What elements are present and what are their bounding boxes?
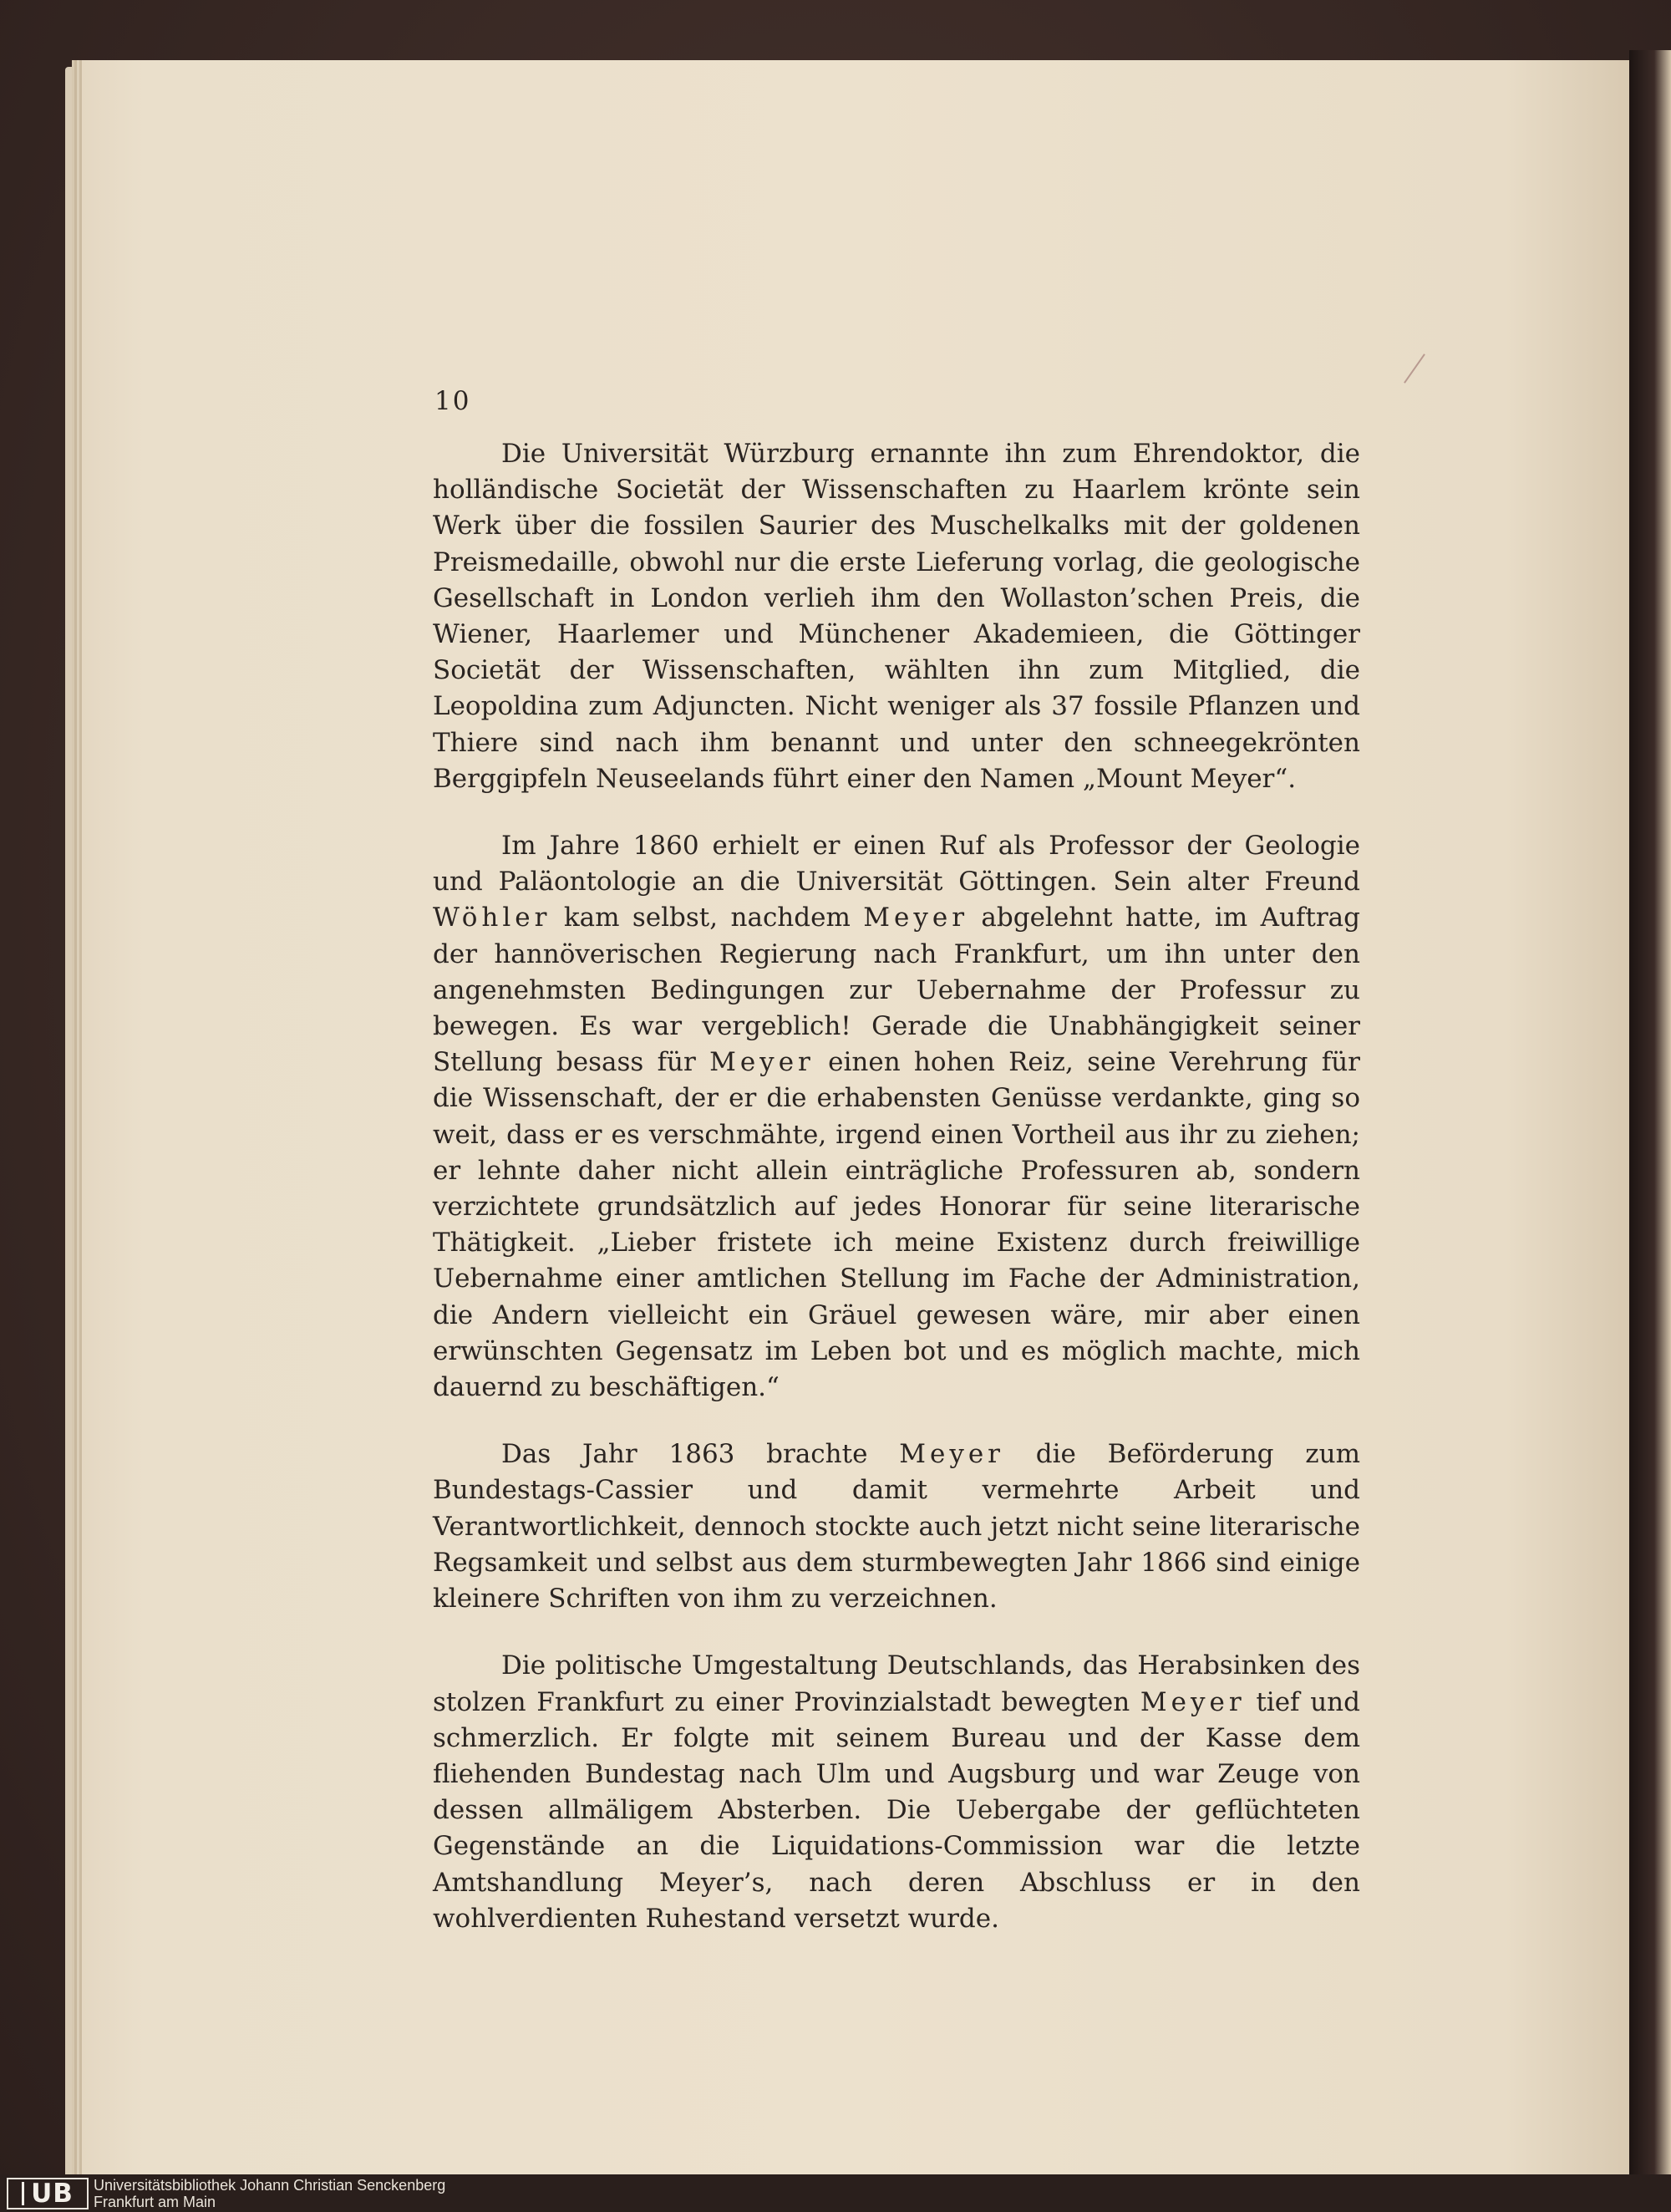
library-city: Frankfurt am Main — [94, 2194, 216, 2210]
footer-library-credit — [94, 2177, 445, 2210]
name-woehler: Wöhler — [433, 903, 551, 933]
logo-text: UB — [31, 2179, 74, 2209]
library-name: Universitätsbibliothek Johann Christian Senckenberg — [94, 2177, 446, 2194]
name-meyer: Meyer — [709, 1047, 815, 1078]
paragraph-4: Die politische Umgestaltung Deutschlands, das Herabsinken des stolzen Frankfurt zu einer Provinzialstadt bewegten Meyer tief und schmerzlich. Er folgte mit seinem Bureau und der Kasse dem fliehenden Bundestag nach Ulm und Augsburg und war Zeuge von dessen allmäligem Absterben. Die Uebergabe der geflüchteten Gegenstände an die Liquidations-Commission war die letzte Amtshandlung Meyer’s, nach deren Abschluss er in den wohlverdienten Ruhestand versetzt wurde. — [433, 1650, 1360, 1934]
body-text — [433, 436, 1360, 1968]
paragraph-1: Die Universität Würzburg ernannte ihn zum Ehrendoktor, die holländische Societät der Wissenschaften zu Haarlem krönte sein Werk über die fossilen Saurier des Muschelkalks mit der goldenen Preismedaille, obwohl nur die erste Lieferung vorlag, die geologische Gesellschaft in London verlieh ihm den Wollaston’schen Preis, die Wiener, Haarlemer und Münchener Akademieen, die Göttinger Societät der Wissenschaften, wählten ihn zum Mitglied, die Leopoldina zum Adjuncten. Nicht weniger als 37 fossile Pflanzen und Thiere sind nach ihm benannt und unter den schneegekrönten Berggipfeln Neuseelands führt einer den Namen „Mount Meyer“. — [433, 439, 1360, 794]
logo-bar-icon — [22, 2182, 24, 2205]
name-meyer: Meyer — [899, 1439, 1004, 1470]
name-meyer: Meyer — [1140, 1686, 1246, 1717]
ub-logo — [7, 2178, 89, 2209]
name-meyer: Meyer — [863, 903, 969, 933]
paragraph-2: Im Jahre 1860 erhielt er einen Ruf als Professor der Geologie und Paläontologie an die Universität Göttingen. Sein alter Freund Wöhler kam selbst, nachdem Meyer abgelehnt hatte, im Auftrag der hannöverischen Regierung nach Frankfurt, um ihn unter den angenehmsten Bedingungen zur Uebernahme der Professur zu bewegen. Es war vergeblich! Gerade die Unabhängigkeit seiner Stellung besass für Meyer einen hohen Reiz, seine Verehrung für die Wissenschaft, der er die erhabensten Genüsse verdankte, ging so weit, dass er es verschmähte, irgend einen Vortheil aus ihr zu ziehen; er lehnte daher nicht allein einträgliche Professuren ab, sondern verzichtete grundsätzlich auf jedes Honorar für seine literarische Thätigkeit. „Lieber fristete ich meine Existenz durch freiwillige Uebernahme einer amtlichen Stellung im Fache der Administration, die Andern vielleicht ein Gräuel gewesen wäre, mir aber einen erwünschten Gegensatz im Leben bot und es möglich machte, mich dauernd zu beschäftigen.“ — [433, 831, 1360, 1403]
paragraph-3: Das Jahr 1863 brachte Meyer die Beförderung zum Bundestags-Cassier und damit vermehrte Arbeit und Verantwortlichkeit, dennoch stockte auch jetzt nicht seine literarische Regsamkeit und selbst aus dem sturmbewegten Jahr 1866 sind einige kleinere Schriften von ihm zu verzeichnen. — [433, 1439, 1360, 1615]
page-number: 10 — [434, 386, 471, 416]
book-spine-edge — [1629, 50, 1671, 2189]
